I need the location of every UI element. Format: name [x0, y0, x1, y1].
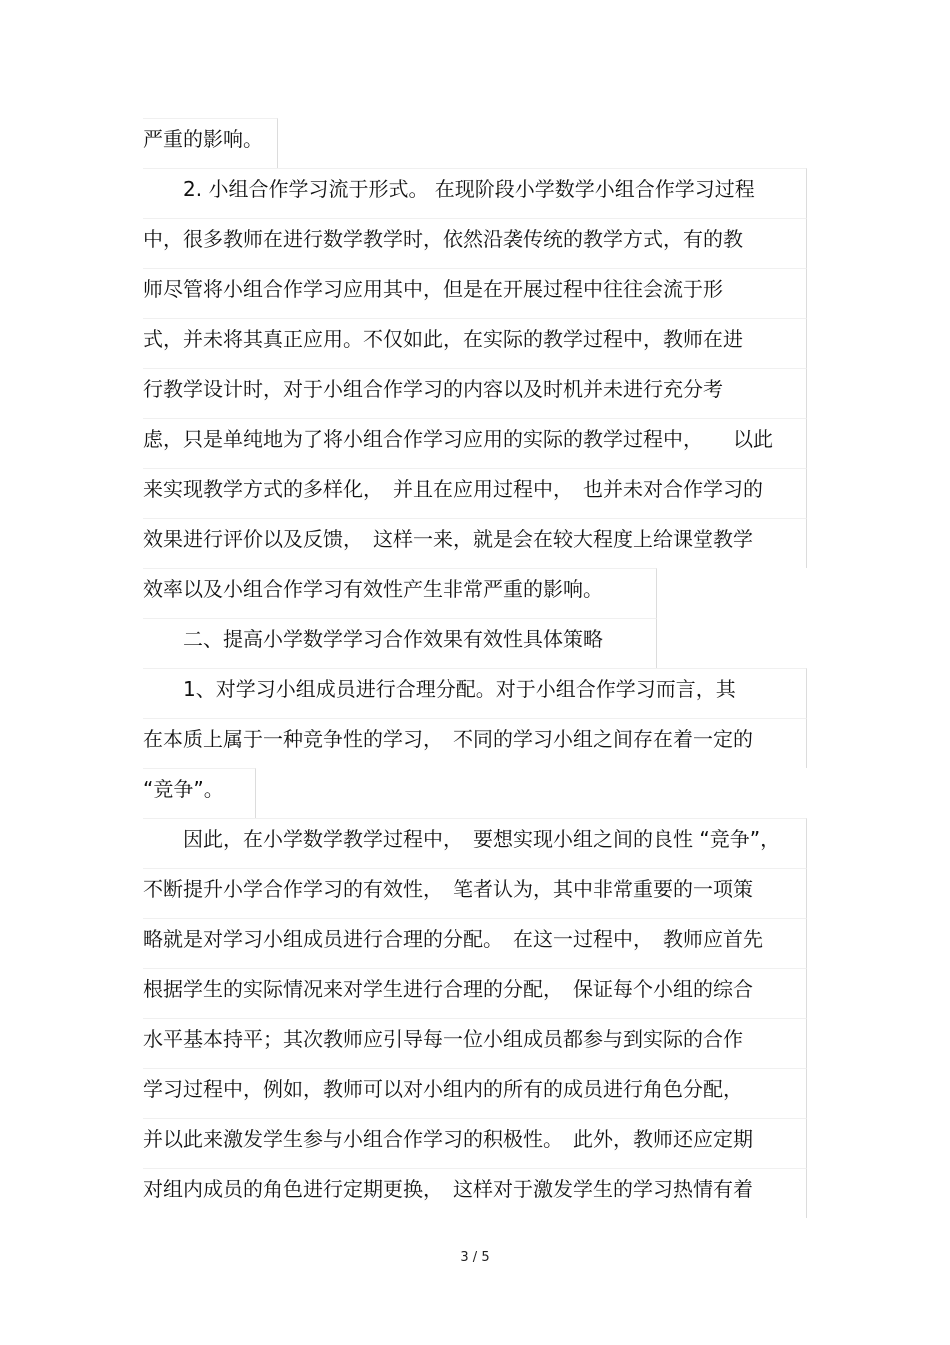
page-number: 3 / 5 — [460, 1250, 490, 1265]
text-line: 效率以及小组合作学习有效性产生非常严重的影响。 — [143, 568, 657, 618]
text-line: “竞争”。 — [143, 768, 256, 818]
text-line: 学习过程中，例如，教师可以对小组内的所有的成员进行角色分配， — [143, 1068, 807, 1118]
text-line: 在本质上属于一种竞争性的学习， 不同的学习小组之间存在着一定的 — [143, 718, 807, 768]
text-line: 并以此来激发学生参与小组合作学习的积极性。 此外，教师还应定期 — [143, 1118, 807, 1168]
text-line: 效果进行评价以及反馈， 这样一来，就是会在较大程度上给课堂教学 — [143, 518, 807, 568]
text-line: 根据学生的实际情况来对学生进行合理的分配， 保证每个小组的综合 — [143, 968, 807, 1018]
text-line: 虑，只是单纯地为了将小组合作学习应用的实际的教学过程中， 以此 — [143, 418, 807, 468]
text-line: 师尽管将小组合作学习应用其中，但是在开展过程中往往会流于形 — [143, 268, 807, 318]
text-line: 式，并未将其真正应用。不仅如此，在实际的教学过程中，教师在进 — [143, 318, 807, 368]
text-line: 不断提升小学合作学习的有效性， 笔者认为，其中非常重要的一项策 — [143, 868, 807, 918]
text-line: 1、对学习小组成员进行合理分配。对于小组合作学习而言，其 — [143, 668, 807, 718]
text-line: 略就是对学习小组成员进行合理的分配。 在这一过程中， 教师应首先 — [143, 918, 807, 968]
text-line: 因此，在小学数学教学过程中， 要想实现小组之间的良性 “竞争”， — [143, 818, 807, 868]
text-line: 行教学设计时，对于小组合作学习的内容以及时机并未进行充分考 — [143, 368, 807, 418]
text-line: 中，很多教师在进行数学教学时，依然沿袭传统的教学方式，有的教 — [143, 218, 807, 268]
section-heading: 二、提高小学数学学习合作效果有效性具体策略 — [143, 618, 657, 668]
text-line: 严重的影响。 — [143, 118, 278, 168]
text-line: 对组内成员的角色进行定期更换， 这样对于激发学生的学习热情有着 — [143, 1168, 807, 1218]
text-line: 水平基本持平；其次教师应引导每一位小组成员都参与到实际的合作 — [143, 1018, 807, 1068]
text-line: 2. 小组合作学习流于形式。 在现阶段小学数学小组合作学习过程 — [143, 168, 807, 218]
text-line: 来实现教学方式的多样化， 并且在应用过程中， 也并未对合作学习的 — [143, 468, 807, 518]
